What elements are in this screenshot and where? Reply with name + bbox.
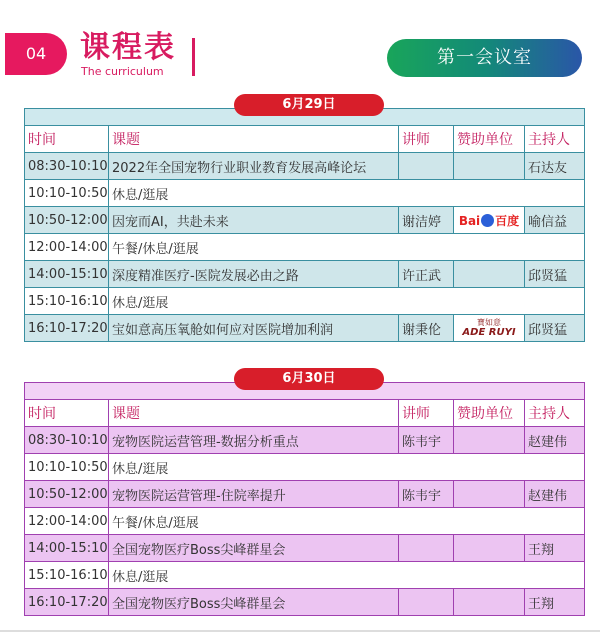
session-topic: 休息/逛展 bbox=[109, 454, 585, 481]
session-host: 喻信益 bbox=[525, 207, 585, 234]
session-sponsor bbox=[454, 481, 525, 508]
table-row bbox=[25, 589, 585, 616]
col-header-host: 主持人 bbox=[525, 400, 585, 427]
schedule-day-1 bbox=[24, 97, 584, 342]
session-sponsor bbox=[454, 153, 525, 180]
date-badge: 6月30日 bbox=[234, 368, 384, 390]
col-header-topic: 课题 bbox=[109, 126, 399, 153]
session-speaker: 许正武 bbox=[399, 261, 454, 288]
session-topic: 深度精准医疗-医院发展必由之路 bbox=[109, 261, 399, 288]
page-subtitle: The curriculum bbox=[81, 65, 164, 78]
table-row bbox=[25, 207, 585, 234]
session-speaker: 谢洁婷 bbox=[399, 207, 454, 234]
session-sponsor bbox=[454, 207, 525, 234]
bottom-divider bbox=[0, 630, 600, 632]
table-row bbox=[25, 288, 585, 315]
col-header-topic: 课题 bbox=[109, 400, 399, 427]
session-sponsor bbox=[454, 261, 525, 288]
session-speaker bbox=[399, 535, 454, 562]
date-badge: 6月29日 bbox=[234, 94, 384, 116]
room-label: 第一会议室 bbox=[387, 39, 582, 77]
col-header-time: 时间 bbox=[25, 400, 109, 427]
col-header-time: 时间 bbox=[25, 126, 109, 153]
page-number-badge: 04 bbox=[5, 33, 67, 75]
session-time: 16:10-17:20 bbox=[25, 315, 109, 342]
session-topic: 因宠而AI，共赴未来 bbox=[109, 207, 399, 234]
table-row bbox=[25, 562, 585, 589]
session-speaker: 谢秉伦 bbox=[399, 315, 454, 342]
session-speaker: 陈韦宇 bbox=[399, 427, 454, 454]
session-time: 12:00-14:00 bbox=[25, 234, 109, 261]
session-time: 10:50-12:00 bbox=[25, 481, 109, 508]
session-time: 16:10-17:20 bbox=[25, 589, 109, 616]
table-row bbox=[25, 481, 585, 508]
table-row bbox=[25, 234, 585, 261]
table-row bbox=[25, 427, 585, 454]
session-host: 赵建伟 bbox=[525, 481, 585, 508]
session-time: 08:30-10:10 bbox=[25, 427, 109, 454]
session-speaker: 陈韦宇 bbox=[399, 481, 454, 508]
schedule-table bbox=[24, 382, 585, 616]
session-host: 邱贤猛 bbox=[525, 261, 585, 288]
col-header-sponsor: 赞助单位 bbox=[454, 400, 525, 427]
session-topic: 宠物医院运营管理-住院率提升 bbox=[109, 481, 399, 508]
session-host: 王翔 bbox=[525, 535, 585, 562]
session-topic: 宠物医院运营管理-数据分析重点 bbox=[109, 427, 399, 454]
session-time: 10:10-10:50 bbox=[25, 180, 109, 207]
session-time: 10:50-12:00 bbox=[25, 207, 109, 234]
session-time: 10:10-10:50 bbox=[25, 454, 109, 481]
col-header-speaker: 讲师 bbox=[399, 126, 454, 153]
session-topic: 2022年全国宠物行业职业教育发展高峰论坛 bbox=[109, 153, 399, 180]
table-row bbox=[25, 315, 585, 342]
session-time: 15:10-16:10 bbox=[25, 288, 109, 315]
session-host: 赵建伟 bbox=[525, 427, 585, 454]
session-speaker bbox=[399, 153, 454, 180]
table-row bbox=[25, 508, 585, 535]
col-header-host: 主持人 bbox=[525, 126, 585, 153]
baidu-logo: Bai 百度 bbox=[458, 213, 520, 228]
table-header-row bbox=[25, 400, 585, 427]
session-sponsor bbox=[454, 427, 525, 454]
session-host: 王翔 bbox=[525, 589, 585, 616]
session-topic: 休息/逛展 bbox=[109, 180, 585, 207]
session-time: 08:30-10:10 bbox=[25, 153, 109, 180]
table-row bbox=[25, 535, 585, 562]
session-topic: 全国宠物医疗Boss尖峰群星会 bbox=[109, 535, 399, 562]
session-topic: 全国宠物医疗Boss尖峰群星会 bbox=[109, 589, 399, 616]
col-header-sponsor: 赞助单位 bbox=[454, 126, 525, 153]
session-host: 邱贤猛 bbox=[525, 315, 585, 342]
schedule-day-2 bbox=[24, 371, 584, 616]
session-topic: 休息/逛展 bbox=[109, 288, 585, 315]
table-row bbox=[25, 261, 585, 288]
table-row bbox=[25, 454, 585, 481]
session-host: 石达友 bbox=[525, 153, 585, 180]
table-header-row bbox=[25, 126, 585, 153]
ruyi-logo: 寶如意 ADE RUYI bbox=[462, 317, 516, 338]
session-sponsor bbox=[454, 535, 525, 562]
session-topic: 休息/逛展 bbox=[109, 562, 585, 589]
col-header-speaker: 讲师 bbox=[399, 400, 454, 427]
page-title: 课程表 bbox=[80, 30, 176, 65]
session-time: 15:10-16:10 bbox=[25, 562, 109, 589]
session-speaker bbox=[399, 589, 454, 616]
session-time: 14:00-15:10 bbox=[25, 261, 109, 288]
session-sponsor bbox=[454, 315, 525, 342]
schedule-table bbox=[24, 108, 585, 342]
title-divider bbox=[192, 38, 195, 76]
table-row bbox=[25, 180, 585, 207]
session-topic: 宝如意高压氧舱如何应对医院增加利润 bbox=[109, 315, 399, 342]
session-sponsor bbox=[454, 589, 525, 616]
session-time: 14:00-15:10 bbox=[25, 535, 109, 562]
session-topic: 午餐/休息/逛展 bbox=[109, 234, 585, 261]
table-row bbox=[25, 153, 585, 180]
session-time: 12:00-14:00 bbox=[25, 508, 109, 535]
session-topic: 午餐/休息/逛展 bbox=[109, 508, 585, 535]
